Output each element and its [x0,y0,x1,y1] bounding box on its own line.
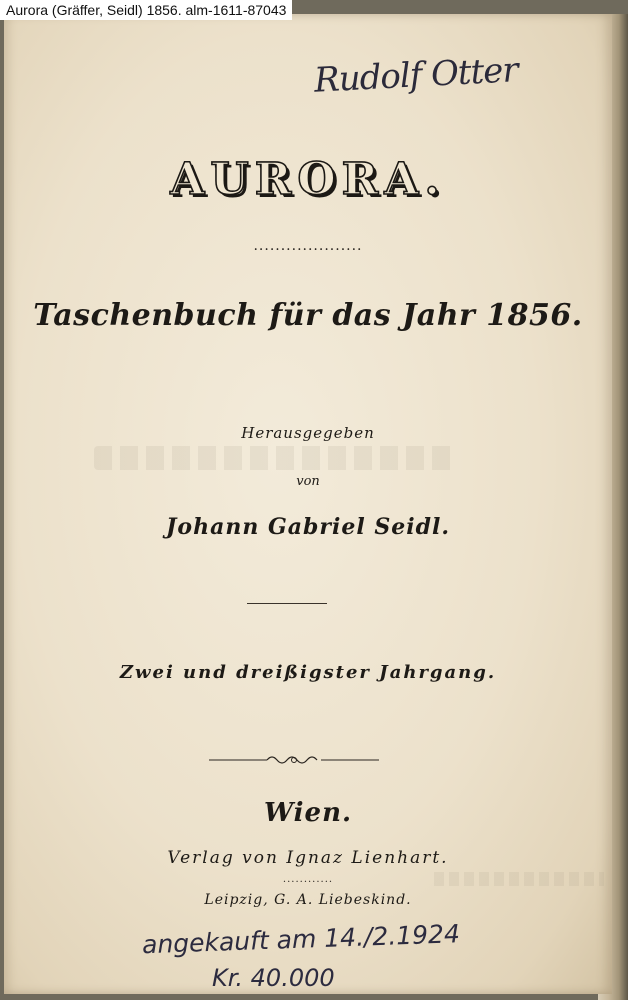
price-note: Kr. 40.000 [212,964,335,992]
show-through-text [94,446,454,470]
publisher-divider: ............ [282,874,334,885]
editor-von: von [296,474,320,489]
owner-signature: Rudolf Otter [313,50,519,101]
book-title: AURORA. [170,154,446,205]
publication-city: Wien. [263,798,353,828]
title-page [4,14,612,994]
editor-name: Johann Gabriel Seidl. [165,514,450,540]
horizontal-rule [247,603,327,604]
editor-label: Herausgegeben [241,424,375,442]
distributor: Leipzig, G. A. Liebeskind. [204,892,412,908]
volume-number: Zwei und dreißigster Jahrgang. [119,662,497,683]
ornament-divider-icon [209,752,379,768]
image-caption: Aurora (Gräffer, Seidl) 1856. alm-1611-87043 [0,0,292,20]
purchase-note: angekauft am 14./2.1924 [141,919,461,960]
book-subtitle: Taschenbuch für das Jahr 1856. [33,298,583,333]
title-divider: .................... [253,238,363,254]
publisher: Verlag von Ignaz Lienhart. [167,848,449,868]
